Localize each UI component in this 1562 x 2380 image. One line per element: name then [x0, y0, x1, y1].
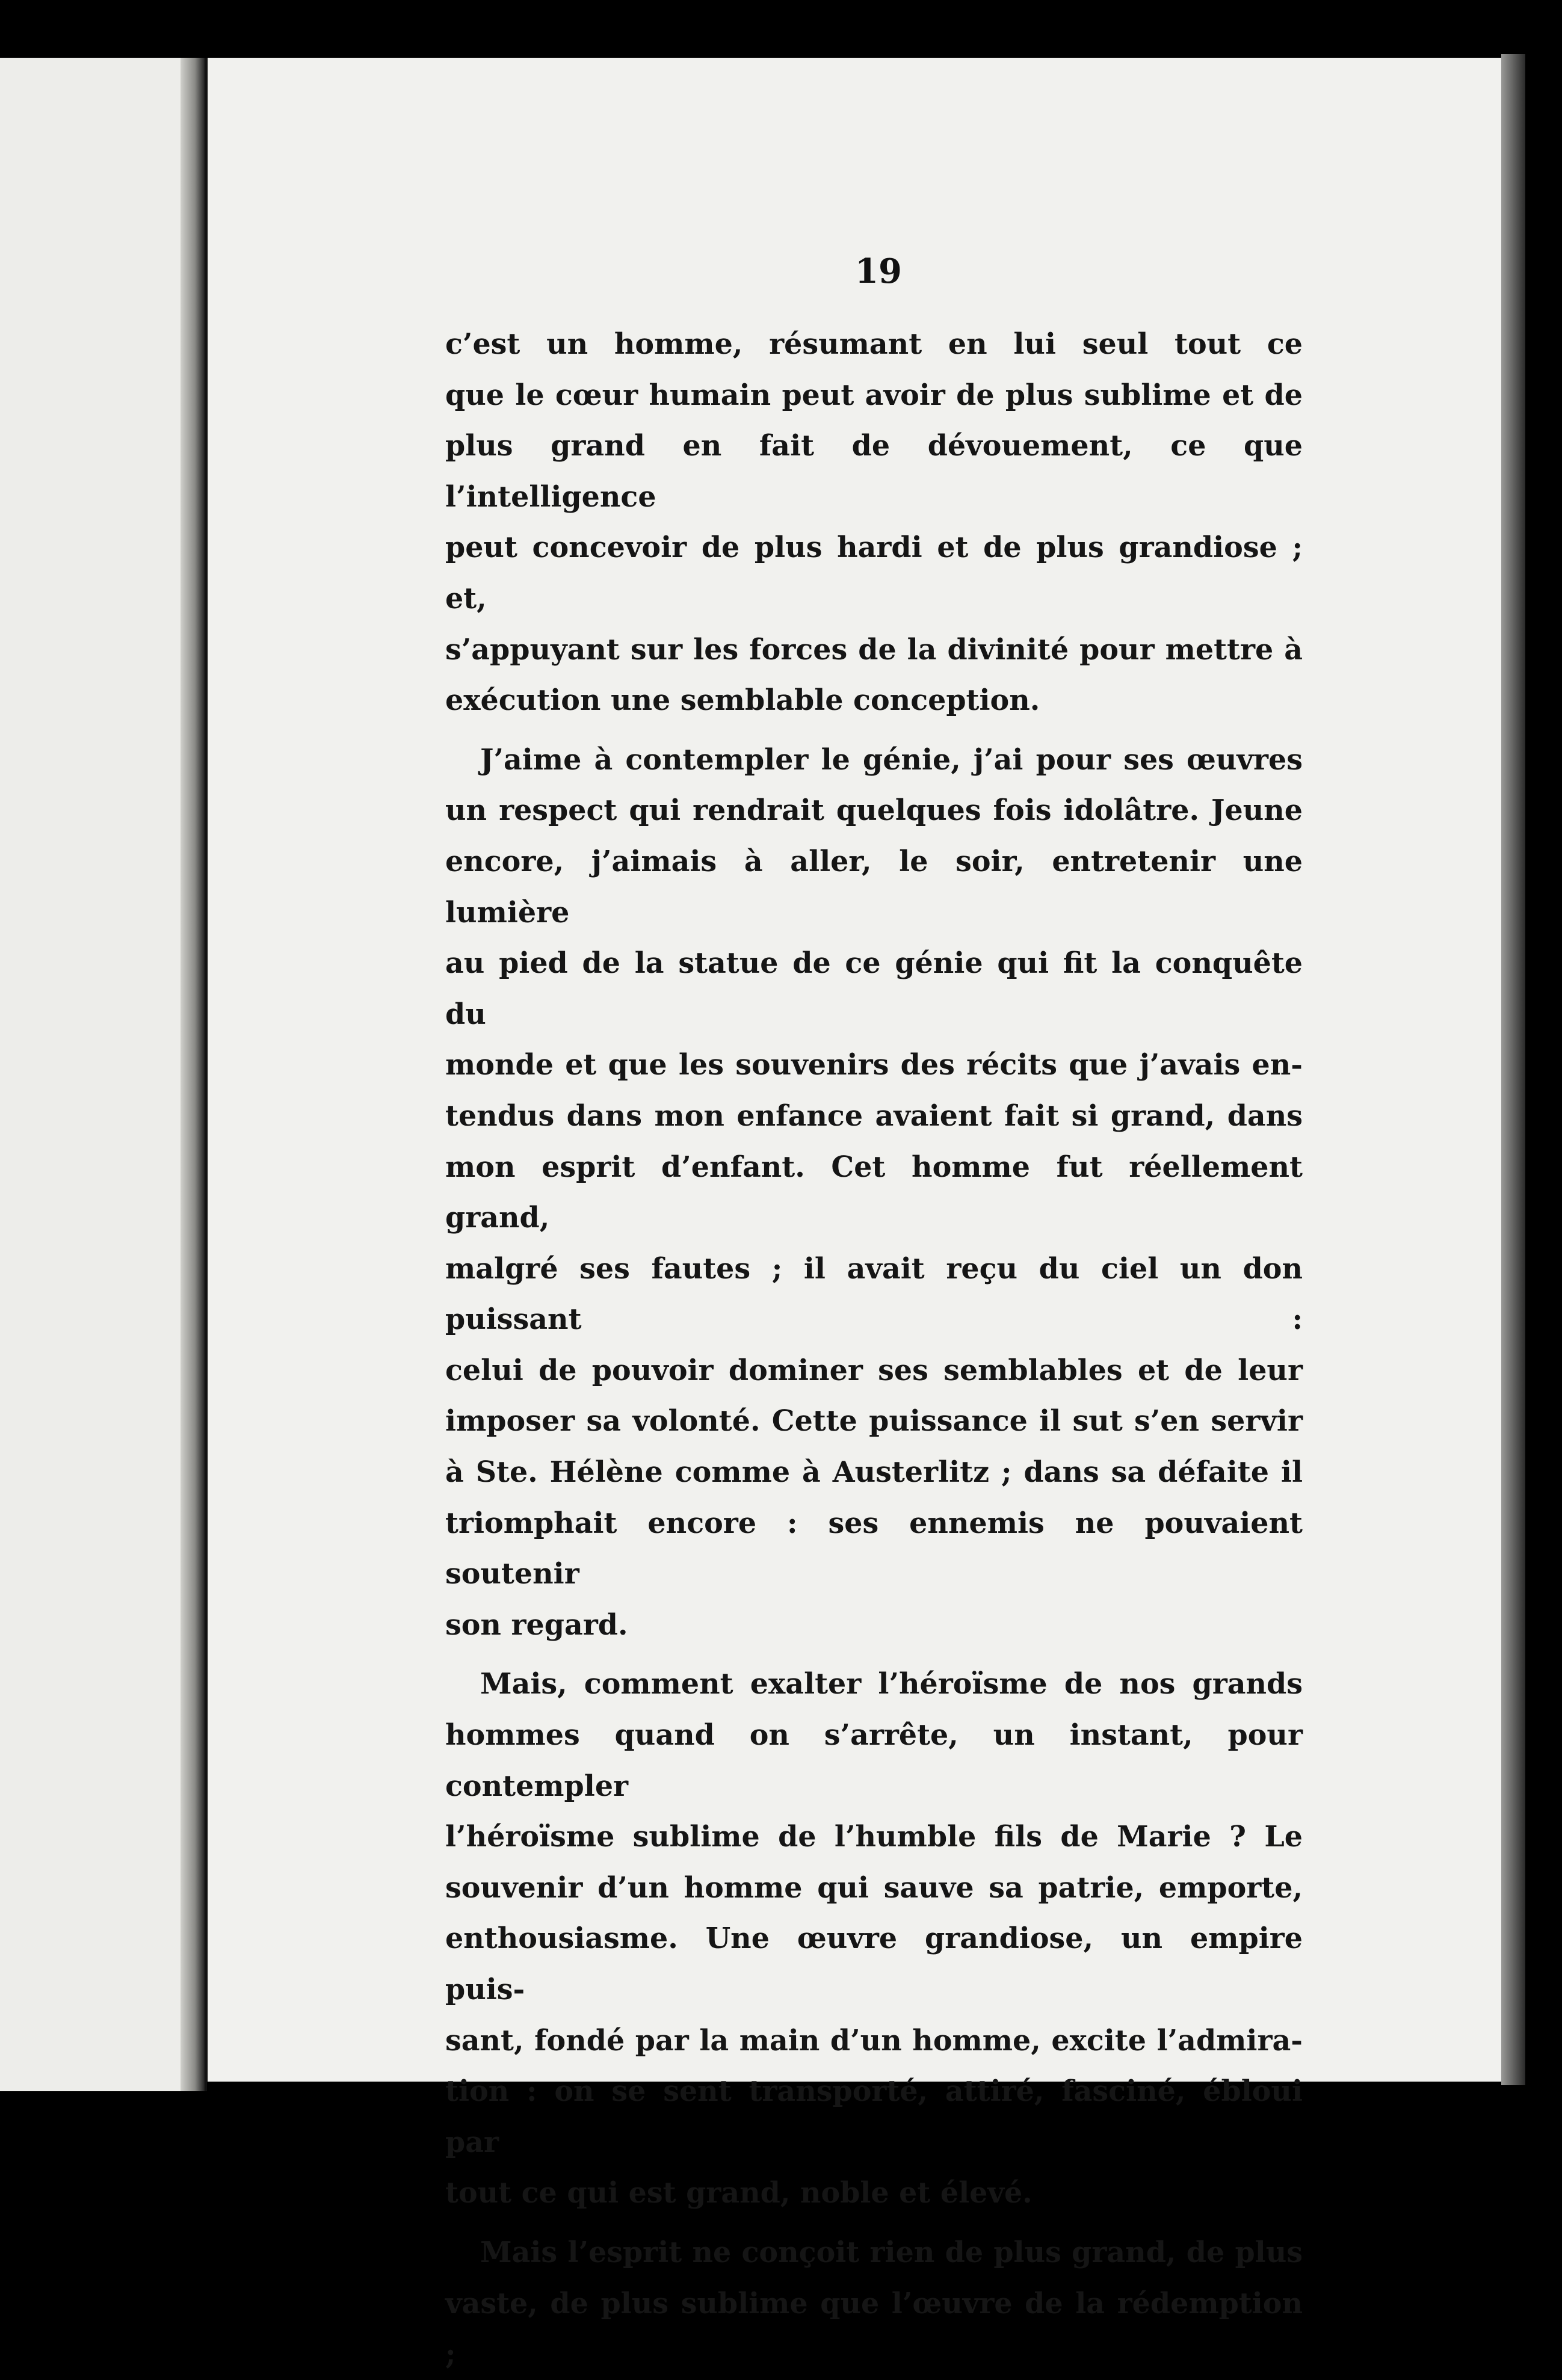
text-line: monde et que les souvenirs des récits que j’avais en- — [445, 1048, 1303, 1082]
text-line: c’est un homme, résumant en lui seul tout ce — [445, 327, 1303, 361]
text-line: tendus dans mon enfance avaient fait si grand, dans — [445, 1099, 1303, 1133]
text-line: celui de pouvoir dominer ses semblables et de leur — [445, 1353, 1303, 1387]
text-line: son regard. — [445, 1608, 628, 1642]
text-line: s’appuyant sur les forces de la divinité pour mettre à — [445, 632, 1303, 667]
text-line: exécution une semblable conception. — [445, 683, 1040, 718]
text-line: un respect qui rendrait quelques fois idolâtre. Jeune — [445, 794, 1303, 828]
text-line: mon esprit d’enfant. Cet homme fut réellement grand, — [445, 1150, 1303, 1235]
text-line: vaste, de plus sublime que l’œuvre de la rédemption ; — [445, 2286, 1303, 2372]
text-line: souvenir d’un homme qui sauve sa patrie, emporte, — [445, 1870, 1303, 1905]
book-spine-binding — [181, 58, 205, 2091]
page-edge-shadow — [1501, 54, 1525, 2085]
page-body-text — [445, 319, 1303, 2380]
text-line: tion : on se sent transporté, attiré, fasciné, ébloui par — [445, 2074, 1303, 2159]
text-line: plus grand en fait de dévouement, ce que l’intelligence — [445, 429, 1303, 514]
text-line: hommes quand on s’arrête, un instant, pour contempler — [445, 1718, 1303, 1803]
text-line: à Ste. Hélène comme à Austerlitz ; dans sa défaite il — [445, 1455, 1303, 1490]
text-line: peut concevoir de plus hardi et de plus grandiose ; et, — [445, 531, 1303, 615]
scan-background — [0, 0, 1562, 58]
text-line: Mais l’esprit ne conçoit rien de plus grand, de plus — [480, 2235, 1303, 2269]
text-line: que le cœur humain peut avoir de plus sublime et de — [445, 378, 1303, 412]
text-line: enthousiasme. Une œuvre grandiose, un empire puis- — [445, 1922, 1303, 2006]
text-line: l’héroïsme sublime de l’humble fils de Marie ? Le — [445, 1820, 1303, 1854]
text-line: tout ce qui est grand, noble et élevé. — [445, 2176, 1033, 2210]
text-line: sant, fondé par la main d’un homme, excite l’admira- — [445, 2023, 1303, 2058]
text-line: au pied de la statue de ce génie qui fit la conquête du — [445, 946, 1303, 1031]
left-page-edge — [0, 58, 207, 2091]
page-number: 19 — [855, 251, 902, 291]
text-line: J’aime à contempler le génie, j’ai pour ses œuvres — [480, 742, 1303, 777]
text-line: triomphait encore : ses ennemis ne pouvaient soutenir — [445, 1506, 1303, 1591]
text-line: Mais, comment exalter l’héroïsme de nos grands — [480, 1667, 1303, 1701]
text-line: imposer sa volonté. Cette puissance il sut s’en servir — [445, 1404, 1303, 1438]
text-line: malgré ses fautes ; il avait reçu du ciel un don puissant : — [445, 1251, 1303, 1337]
text-line: encore, j’aimais à aller, le soir, entretenir une lumière — [445, 844, 1303, 929]
